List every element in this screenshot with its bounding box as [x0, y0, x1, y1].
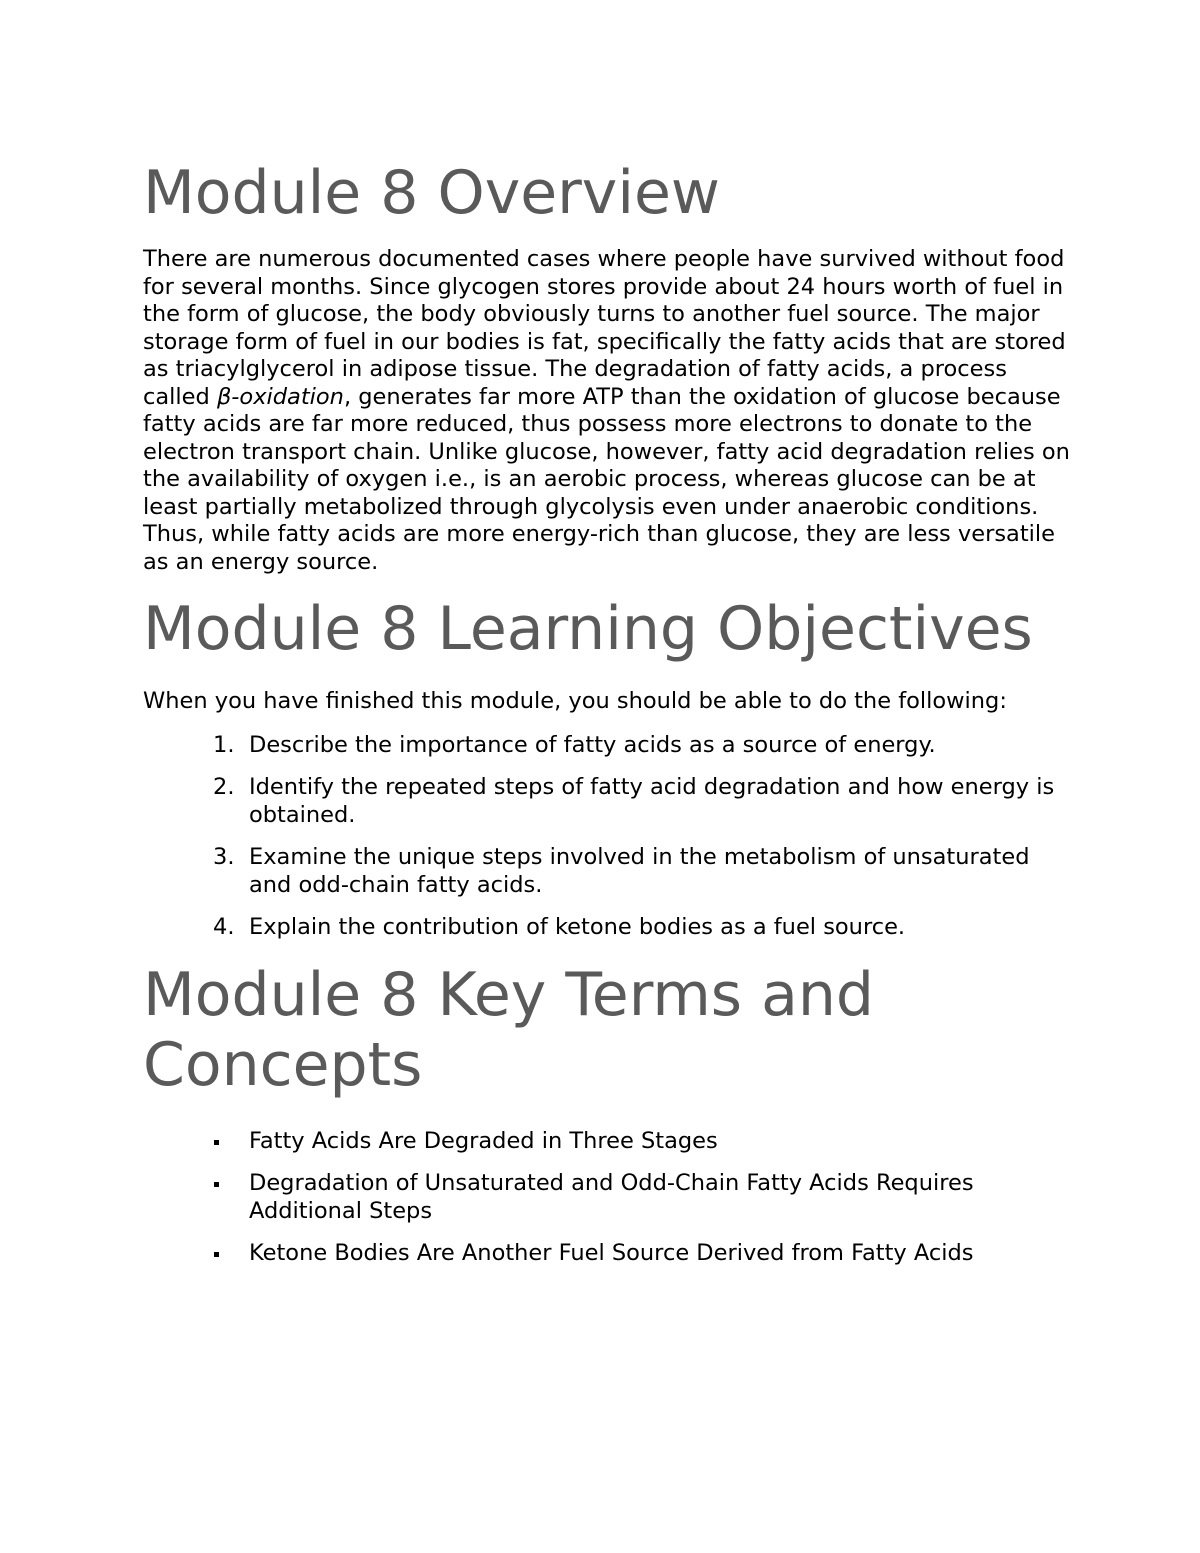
document-page	[143, 158, 1073, 1283]
objective-item	[143, 732, 1073, 760]
objectives-heading: Module 8 Learning Objectives	[143, 594, 1033, 664]
key-term-item	[143, 1240, 1073, 1268]
overview-heading: Module 8 Overview	[143, 158, 720, 228]
overview-paragraph	[143, 246, 1073, 576]
key-term-item	[143, 1170, 1073, 1225]
key-term-text: Fatty Acids Are Degraded in Three Stages	[249, 1127, 718, 1154]
square-bullet-icon	[214, 1140, 219, 1145]
objective-item	[143, 844, 1073, 899]
objective-text: Examine the unique steps involved in the metabolism of unsaturated and odd-chain fatty acids.	[249, 844, 1030, 898]
list-number: 4.	[213, 914, 235, 940]
overview-text-before: There are numerous documented cases where people have survived without food for several months. Since glycogen stores provide about 24 hours worth of fuel in the form of glucose, the body obviously turns to another fuel source. The major storage form of fuel in our bodies is fat, specifically the fatty acids that are stored as triacylglycerol in adipose tissue. The degradation of fatty acids, a process called	[143, 246, 1066, 410]
objective-text: Describe the importance of fatty acids as a source of energy.	[249, 731, 936, 758]
list-number: 2.	[213, 774, 235, 800]
key-terms-heading: Module 8 Key Terms and Concepts	[143, 959, 874, 1100]
list-number: 1.	[213, 731, 235, 758]
square-bullet-icon	[214, 1182, 219, 1187]
list-number: 3.	[213, 844, 235, 870]
objective-item	[143, 774, 1073, 829]
objective-text: Explain the contribution of ketone bodies as a fuel source.	[249, 914, 906, 940]
key-term-text: Ketone Bodies Are Another Fuel Source Derived from Fatty Acids	[249, 1240, 974, 1266]
key-term-text: Degradation of Unsaturated and Odd-Chain Fatty Acids Requires Additional Steps	[249, 1170, 974, 1224]
objectives-list	[143, 732, 1073, 942]
objective-text: Identify the repeated steps of fatty acid degradation and how energy is obtained.	[249, 774, 1055, 828]
objective-item	[143, 914, 1073, 942]
square-bullet-icon	[214, 1252, 219, 1257]
key-terms-list	[143, 1128, 1073, 1268]
overview-text-after: , generates far more ATP than the oxidation of glucose because fatty acids are far more reduced, thus possess more electrons to donate to the electron transport chain. Unlike glucose, however, fatty acid degradation relies on the availability of oxygen i.e., is an aerobic process, whereas glucose can be at least partially metabolized through glycolysis even under anaerobic conditions. Thus, while fatty acids are more energy-rich than glucose, they are less versatile as an energy source.	[143, 383, 1070, 575]
key-term-item	[143, 1128, 1073, 1156]
beta-oxidation-term: β-oxidation	[216, 383, 344, 410]
objectives-intro: When you have finished this module, you should be able to do the following:	[143, 688, 1007, 714]
